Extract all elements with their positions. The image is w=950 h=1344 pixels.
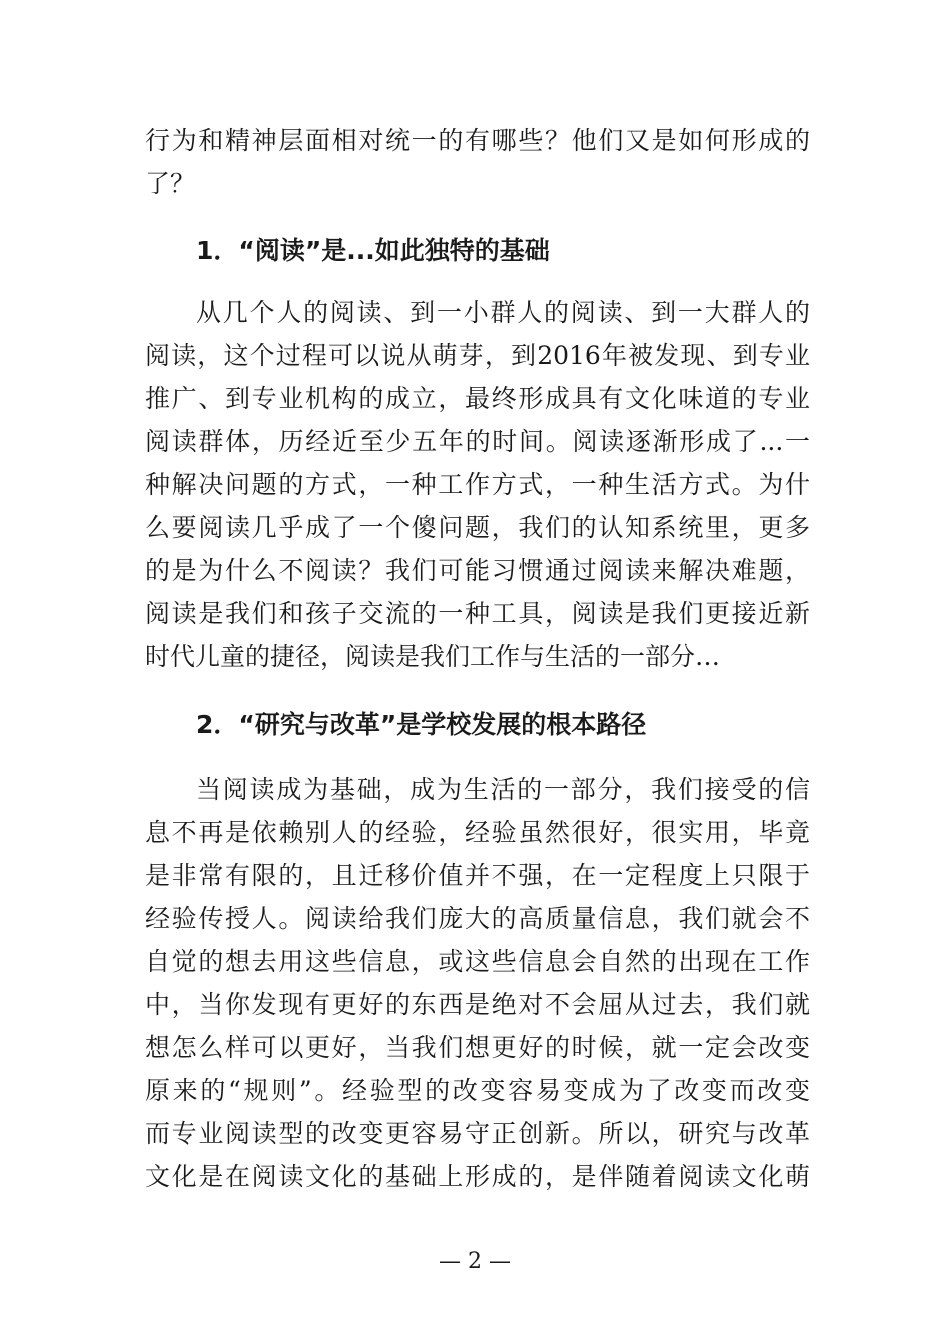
section-1-paragraph-line: 种解决问题的方式，一种工作方式，一种生活方式。为什 [145, 470, 810, 499]
section-2-paragraph-line: 文化是在阅读文化的基础上形成的，是伴随着阅读文化萌 [145, 1162, 810, 1191]
section-2-paragraph-line: 经验传授人。阅读给我们庞大的高质量信息，我们就会不 [145, 904, 810, 933]
section-1-paragraph-line: 阅读，这个过程可以说从萌芽，到2016年被发现、到专业 [145, 341, 810, 370]
section-2-paragraph-line: 自觉的想去用这些信息，或这些信息会自然的出现在工作 [145, 947, 810, 976]
section-1-paragraph-line: 推广、到专业机构的成立，最终形成具有文化味道的专业 [145, 384, 810, 413]
section-2-paragraph-line: 而专业阅读型的改变更容易守正创新。所以，研究与改革 [145, 1119, 810, 1148]
section-2-heading: 2．“研究与改革”是学校发展的根本路径 [196, 710, 647, 739]
section-1-paragraph-line: 时代儿童的捷径，阅读是我们工作与生活的一部分… [145, 642, 721, 671]
section-2-paragraph-line: 中，当你发现有更好的东西是绝对不会屈从过去，我们就 [145, 990, 810, 1019]
section-1-heading: 1．“阅读”是...如此独特的基础 [196, 236, 550, 265]
section-1-paragraph-line: 从几个人的阅读、到一小群人的阅读、到一大群人的 [196, 298, 810, 327]
intro-line-2: 了？ [145, 169, 196, 198]
page-number: — 2 — [439, 1249, 511, 1274]
section-1-paragraph-line: 阅读是我们和孩子交流的一种工具，阅读是我们更接近新 [145, 599, 810, 628]
section-2-paragraph-line: 息不再是依赖别人的经验，经验虽然很好，很实用，毕竟 [145, 818, 810, 847]
section-2-paragraph-line: 原来的“规则”。经验型的改变容易变成为了改变而改变 [145, 1076, 810, 1105]
section-1-paragraph-line: 阅读群体，历经近至少五年的时间。阅读逐渐形成了...一 [145, 427, 810, 456]
section-2-paragraph-line: 想怎么样可以更好，当我们想更好的时候，就一定会改变 [145, 1033, 810, 1062]
intro-line-1: 行为和精神层面相对统一的有哪些？他们又是如何形成的 [145, 126, 810, 155]
section-2-paragraph-line: 是非常有限的，且迁移价值并不强，在一定程度上只限于 [145, 861, 810, 890]
section-1-paragraph-line: 的是为什么不阅读？我们可能习惯通过阅读来解决难题， [145, 556, 810, 585]
section-1-paragraph-line: 么要阅读几乎成了一个傻问题，我们的认知系统里，更多 [145, 513, 810, 542]
section-2-paragraph-line: 当阅读成为基础，成为生活的一部分，我们接受的信 [196, 775, 810, 804]
